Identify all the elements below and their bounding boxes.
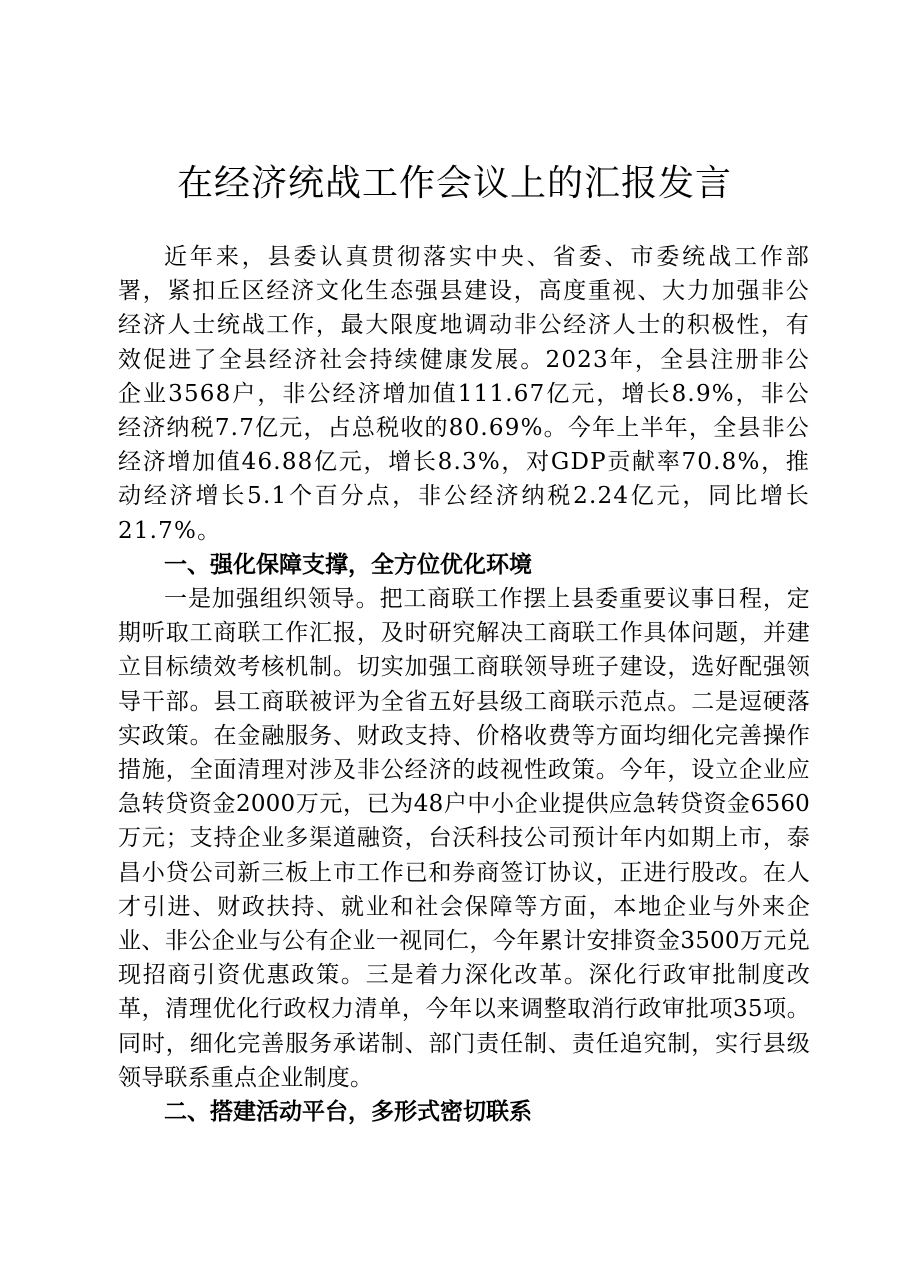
section-heading-2: 二、搭建活动平台，多形式密切联系 xyxy=(164,1099,532,1126)
document-body xyxy=(118,240,810,1129)
section-1-paragraph: 一是加强组织领导。把工商联工作摆上县委重要议事日程，定期听取工商联工作汇报，及时研究解决工商联工作具体问题，并建立目标绩效考核机制。切实加强工商联领导班子建设，选好配强领导干部。县工商联被评为全省五好县级工商联示范点。二是逗硬落实政策。在金融服务、财政支持、价格收费等方面均细化完善操作措施，全面清理对涉及非公经济的歧视性政策。今年，设立企业应急转贷资金2000万元，已为48户中小企业提供应急转贷资金6560万元；支持企业多渠道融资，台沃科技公司预计年内如期上市，泰昌小贷公司新三板上市工作已和券商签订协议，正进行股改。在人才引进、财政扶持、就业和社会保障等方面，本地企业与外来企业、非公企业与公有企业一视同仁，今年累计安排资金3500万元兑现招商引资优惠政策。三是着力深化改革。深化行政审批制度改革，清理优化行政权力清单，今年以来调整取消行政审批项35项。同时，细化完善服务承诺制、部门责任制、责任追究制，实行县级领导联系重点企业制度。 xyxy=(118,586,810,1091)
page-title: 在经济统战工作会议上的汇报发言 xyxy=(176,163,732,204)
section-heading-1: 一、强化保障支撑，全方位优化环境 xyxy=(164,551,532,578)
intro-paragraph: 近年来，县委认真贯彻落实中央、省委、市委统战工作部署，紧扣丘区经济文化生态强县建设，高度重视、大力加强非公经济人士统战工作，最大限度地调动非公经济人士的积极性，有效促进了全县经济社会持续健康发展。2023年，全县注册非公企业3568户，非公经济增加值111.67亿元，增长8.9%，非公经济纳税7.7亿元，占总税收的80.69%。今年上半年，全县非公经济增加值46.88亿元，增长8.3%，对GDP贡献率70.8%，推动经济增长5.1个百分点，非公经济纳税2.24亿元，同比增长21.7%。 xyxy=(118,244,810,544)
